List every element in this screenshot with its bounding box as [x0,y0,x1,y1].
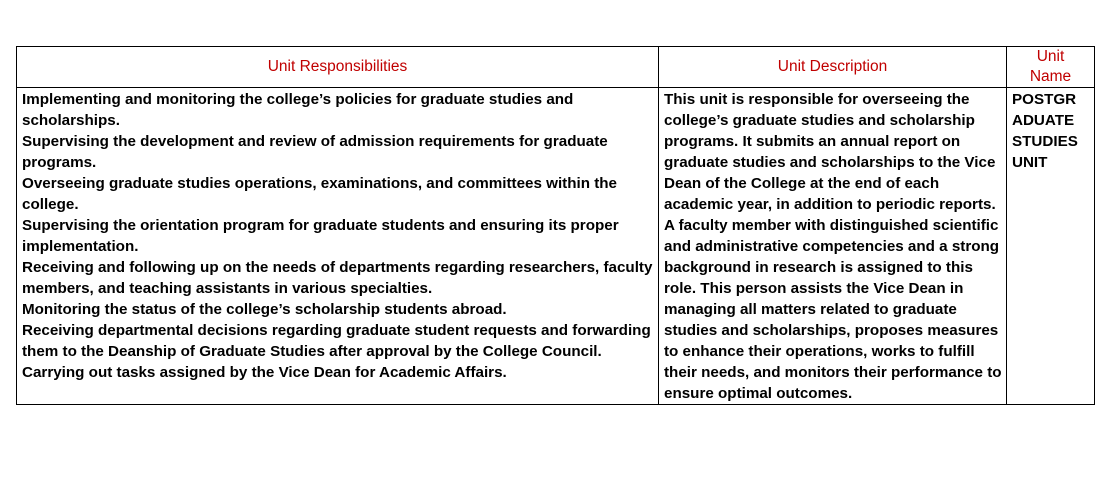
responsibility-item: Overseeing graduate studies operations, examinations, and committees within the college. [22,175,617,213]
header-unit-name-line2: Name [1029,68,1072,85]
header-unit-name [1007,47,1095,88]
header-unit-name-line1: Unit [1036,48,1065,65]
header-row [17,47,1095,88]
responsibility-item: Carrying out tasks assigned by the Vice Dean for Academic Affairs. [22,364,507,381]
responsibility-item: Supervising the development and review of admission requirements for graduate programs. [22,133,608,171]
description-cell: This unit is responsible for overseeing the college’s graduate studies and scholarship programs. It submits an annual report on graduate studies and scholarships to the Vice Dean of the College at the end of each academic year, in addition to periodic reports. A faculty member with distinguished scientific and administrative competencies and a strong background in research is assigned to this role. This person assists the Vice Dean in managing all matters related to graduate studies and scholarships, proposes measures to enhance their operations, works to fulfill their needs, and monitors their performance to ensure optimal outcomes. [659,88,1007,405]
responsibility-item: Receiving and following up on the needs of departments regarding researchers, faculty members, and teaching assistants in various specialties. [22,259,653,297]
responsibilities-cell [17,88,659,405]
responsibility-item: Implementing and monitoring the college’s policies for graduate studies and scholarships. [22,91,574,129]
unit-table [16,46,1095,405]
responsibility-item: Monitoring the status of the college’s scholarship students abroad. [22,301,507,318]
header-unit-responsibilities: Unit Responsibilities [17,47,659,88]
unit-name-line: UNIT [1012,154,1048,171]
unit-name-line: POSTGR [1012,91,1077,108]
table-row [17,88,1095,405]
unit-name-line: ADUATE [1012,112,1075,129]
unit-name-cell [1007,88,1095,405]
unit-name-line: STUDIES [1012,133,1078,150]
responsibility-item: Receiving departmental decisions regarding graduate student requests and forwarding them to the Deanship of Graduate Studies after approval by the College Council. [22,322,651,360]
responsibility-item: Supervising the orientation program for graduate students and ensuring its proper implementation. [22,217,619,255]
header-unit-description: Unit Description [659,47,1007,88]
